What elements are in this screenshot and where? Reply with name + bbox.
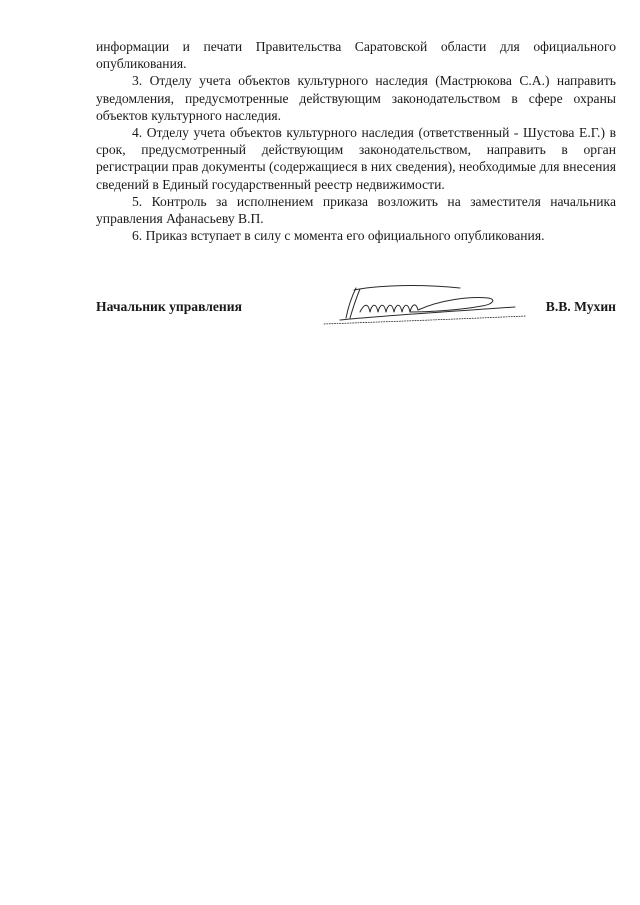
paragraph-item-6: 6. Приказ вступает в силу с момента его официального опубликования. [132, 228, 545, 244]
signatory-title: Начальник управления [96, 299, 242, 314]
paragraph-item-4: 4. Отделу учета объектов культурного наследия (ответственный - Шустова Е.Г.) в срок, предусмотренный действующим законодательством, направить в орган регистрации прав документы (содержащиеся в них сведения), необходимые для внесения сведений в Единый государственный реестр недвижимости. [96, 125, 616, 192]
paragraph-continuation: информации и печати Правительства Саратовской области для официального опубликования. [96, 39, 616, 72]
document-body [96, 38, 616, 244]
signatory-name: В.В. Мухин [545, 299, 616, 314]
paragraph-item-3: 3. Отделу учета объектов культурного наследия (Мастрюкова С.А.) направить уведомления, предусмотренные действующим законодательством в сфере охраны объектов культурного наследия. [96, 73, 616, 123]
signature-block [96, 282, 616, 332]
handwritten-signature [310, 282, 530, 328]
paragraph-item-5: 5. Контроль за исполнением приказа возложить на заместителя начальника управления Афанасьеву В.П. [96, 193, 616, 227]
